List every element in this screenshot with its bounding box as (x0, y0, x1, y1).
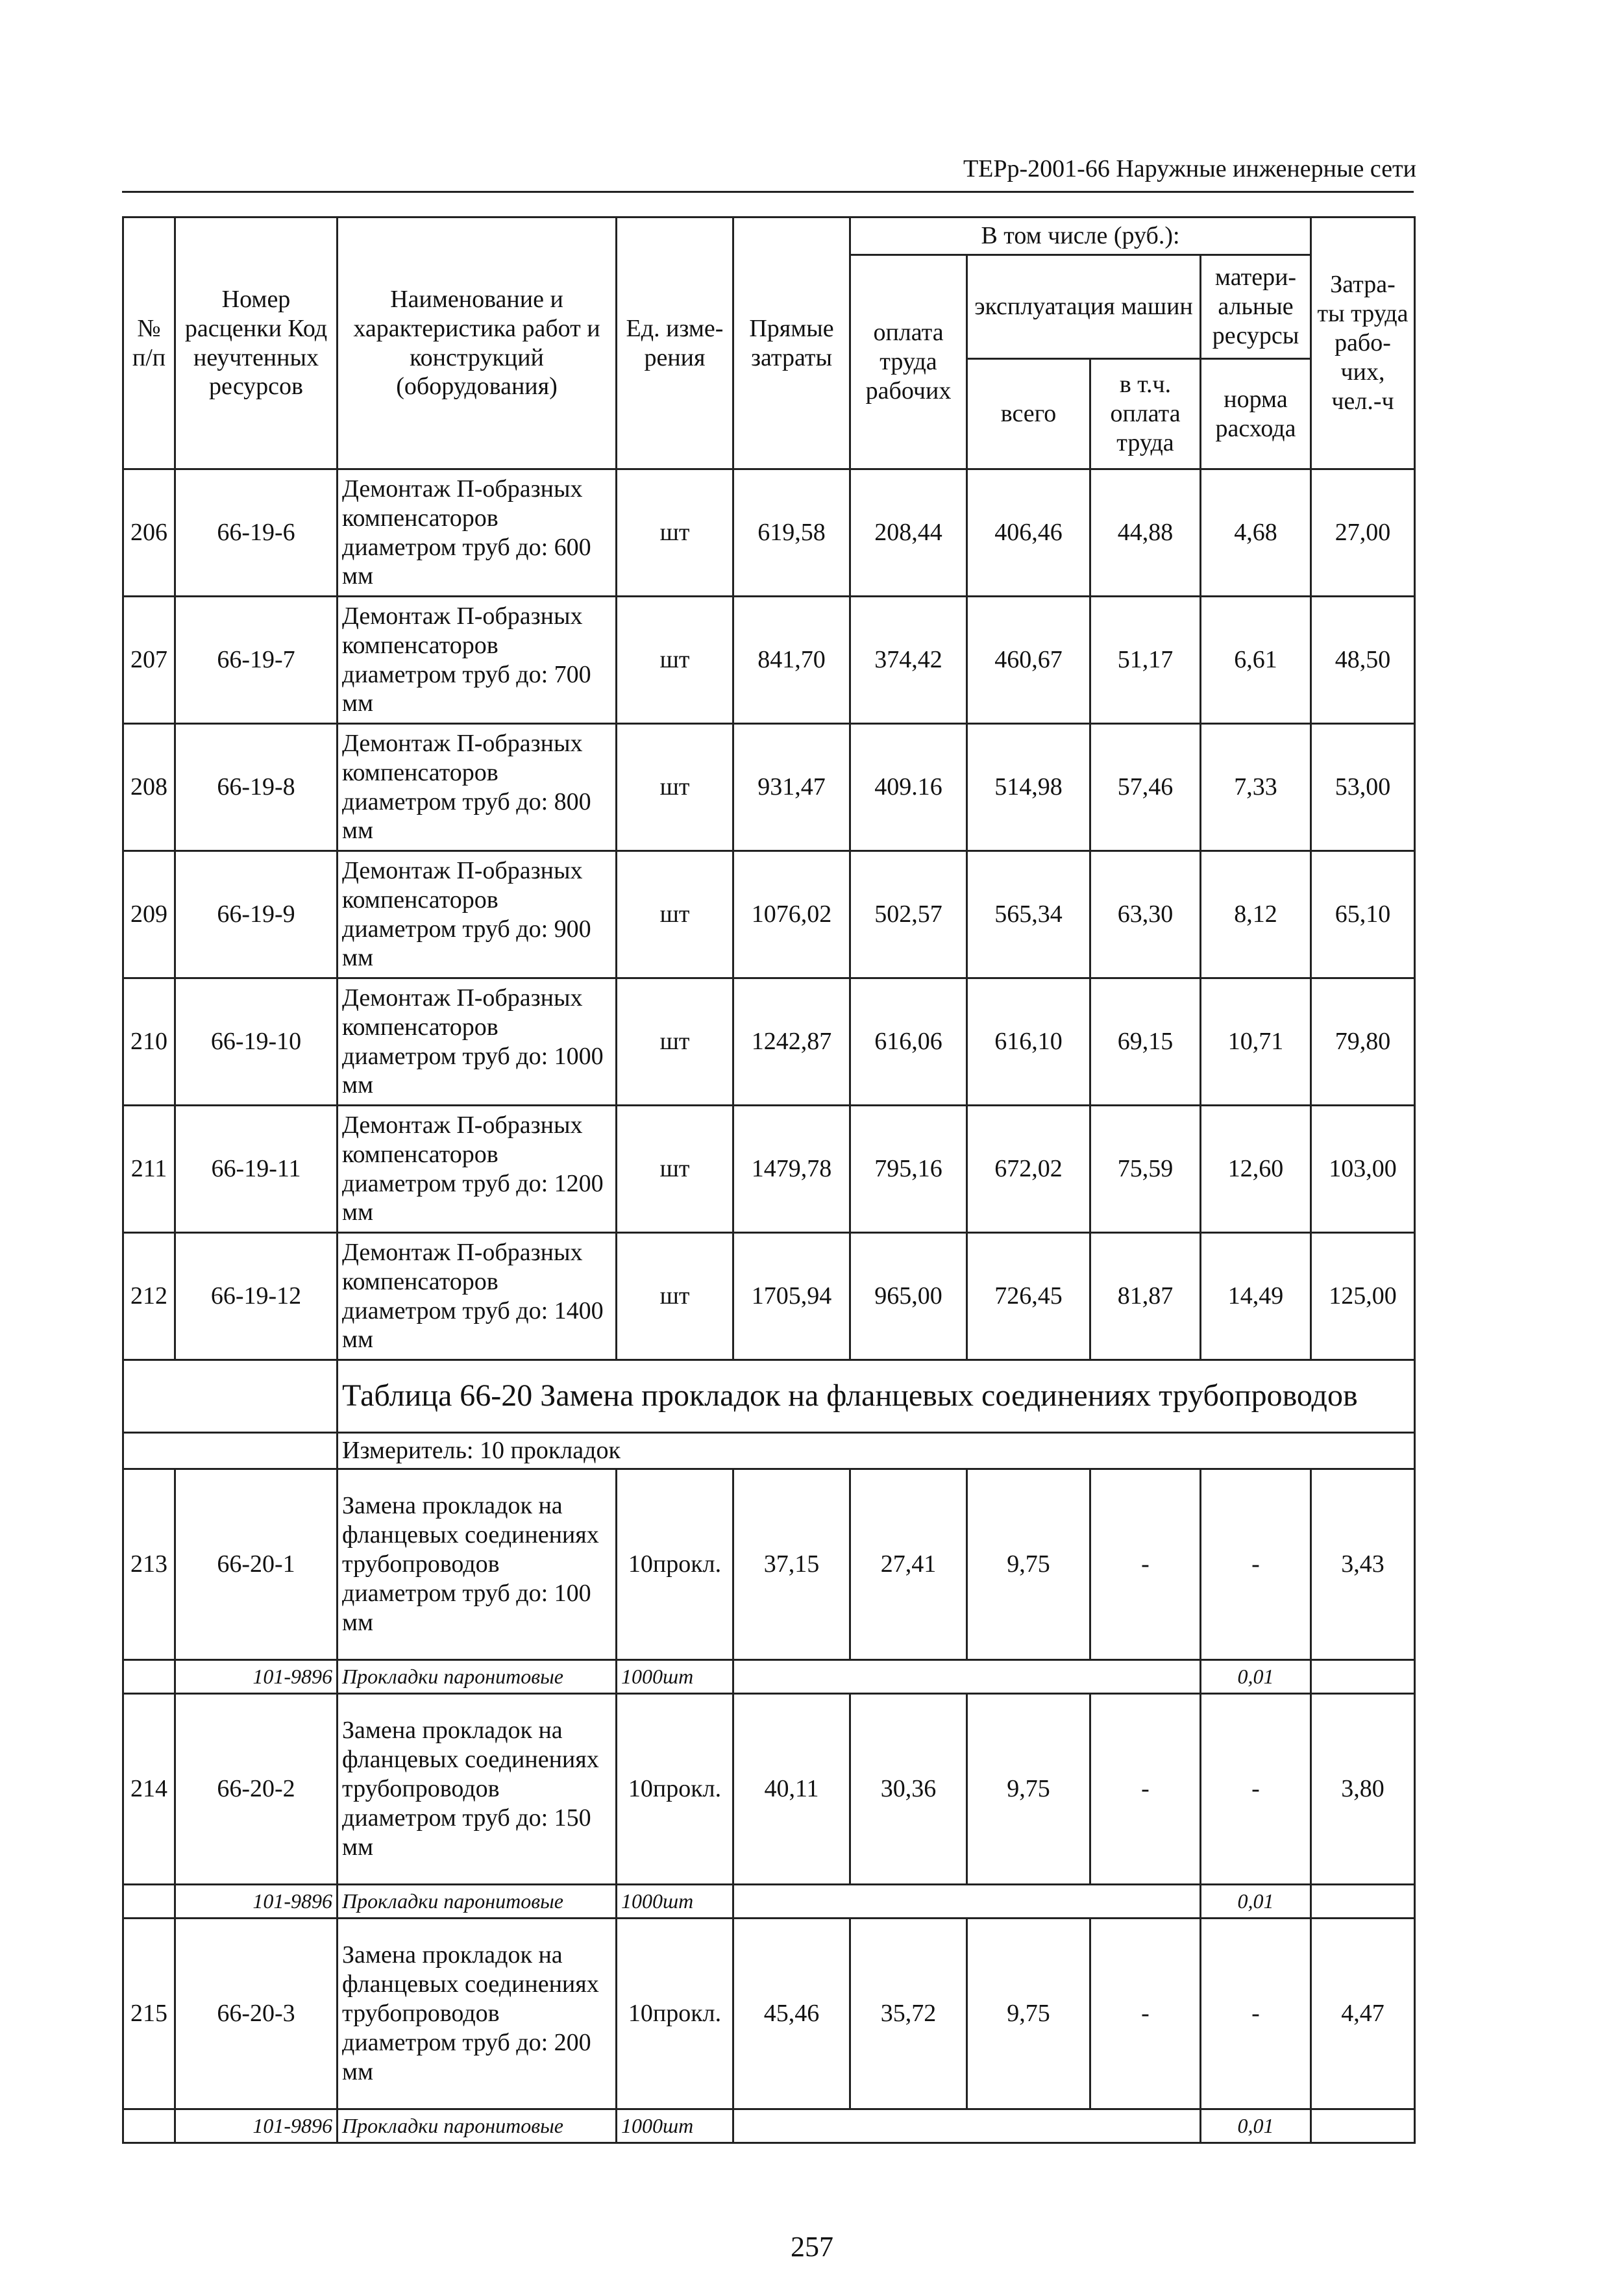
row-code: 66-19-10 (175, 978, 338, 1106)
resource-row (123, 1885, 1415, 1919)
resource-row (123, 2109, 1415, 2143)
table-row (123, 1233, 1415, 1360)
row-direct-cost: 1242,87 (733, 978, 850, 1106)
table-row (123, 597, 1415, 724)
row-machines-total: 565,34 (967, 851, 1090, 978)
col-pay-header: оплата труда рабочих (850, 255, 967, 469)
col-num-header: № п/п (123, 217, 175, 469)
resource-hours-empty (1311, 2109, 1415, 2143)
row-machines-pay: 81,87 (1090, 1233, 1201, 1360)
row-unit: 10прокл. (617, 1694, 733, 1885)
row-labor-pay: 374,42 (850, 597, 967, 724)
resource-spacer (123, 1885, 175, 1919)
row-direct-cost: 45,46 (733, 1919, 850, 2109)
header-rule (122, 191, 1414, 193)
row-direct-cost: 841,70 (733, 597, 850, 724)
row-labor-hours: 79,80 (1311, 978, 1415, 1106)
row-code: 66-19-7 (175, 597, 338, 724)
table-row (123, 469, 1415, 597)
row-number: 214 (123, 1694, 175, 1885)
row-materials: 4,68 (1201, 469, 1311, 597)
resource-code: 101-9896 (175, 1660, 338, 1694)
resource-hours-empty (1311, 1885, 1415, 1919)
row-materials: - (1201, 1469, 1311, 1660)
resource-unit: 1000шт (617, 1660, 733, 1694)
resource-name: Прокладки паронитовые (338, 1885, 617, 1919)
row-number: 211 (123, 1106, 175, 1233)
meter-spacer (123, 1433, 338, 1469)
row-code: 66-19-12 (175, 1233, 338, 1360)
row-name: Замена прокладок на фланцевых соединениях трубопроводов диаметром труб до: 100 мм (338, 1469, 617, 1660)
row-unit: шт (617, 469, 733, 597)
resource-code: 101-9896 (175, 1885, 338, 1919)
resource-gap (733, 2109, 1201, 2143)
row-machines-total: 616,10 (967, 978, 1090, 1106)
row-unit: шт (617, 978, 733, 1106)
row-number: 213 (123, 1469, 175, 1660)
row-number: 212 (123, 1233, 175, 1360)
row-labor-hours: 53,00 (1311, 724, 1415, 851)
row-name: Демонтаж П-образных компенсаторов диаметром труб до: 1400 мм (338, 1233, 617, 1360)
row-number: 207 (123, 597, 175, 724)
row-name: Демонтаж П-образных компенсаторов диаметром труб до: 1000 мм (338, 978, 617, 1106)
row-name: Демонтаж П-образных компенсаторов диаметром труб до: 800 мм (338, 724, 617, 851)
row-labor-pay: 502,57 (850, 851, 967, 978)
row-labor-hours: 65,10 (1311, 851, 1415, 978)
row-code: 66-20-1 (175, 1469, 338, 1660)
row-name: Демонтаж П-образных компенсаторов диаметром труб до: 600 мм (338, 469, 617, 597)
row-number: 206 (123, 469, 175, 597)
resource-norm: 0,01 (1201, 1885, 1311, 1919)
col-group-header: В том числе (руб.): (850, 217, 1311, 255)
resource-name: Прокладки паронитовые (338, 1660, 617, 1694)
col-machines-total-header: всего (967, 359, 1090, 469)
row-materials: 10,71 (1201, 978, 1311, 1106)
row-machines-pay: 69,15 (1090, 978, 1201, 1106)
resource-gap (733, 1885, 1201, 1919)
row-labor-hours: 3,43 (1311, 1469, 1415, 1660)
row-labor-hours: 3,80 (1311, 1694, 1415, 1885)
row-direct-cost: 1076,02 (733, 851, 850, 978)
price-table (122, 216, 1416, 2144)
row-labor-hours: 48,50 (1311, 597, 1415, 724)
col-unit-header: Ед. изме- рения (617, 217, 733, 469)
row-unit: шт (617, 724, 733, 851)
row-machines-pay: 44,88 (1090, 469, 1201, 597)
row-name: Демонтаж П-образных компенсаторов диаметром труб до: 700 мм (338, 597, 617, 724)
row-direct-cost: 931,47 (733, 724, 850, 851)
row-direct-cost: 1479,78 (733, 1106, 850, 1233)
row-direct-cost: 37,15 (733, 1469, 850, 1660)
resource-name: Прокладки паронитовые (338, 2109, 617, 2143)
row-code: 66-20-2 (175, 1694, 338, 1885)
row-machines-pay: 75,59 (1090, 1106, 1201, 1233)
col-hours-header: Затра- ты труда рабо- чих, чел.-ч (1311, 217, 1415, 469)
resource-unit: 1000шт (617, 1885, 733, 1919)
rows-section-a (123, 469, 1415, 1360)
row-labor-pay: 795,16 (850, 1106, 967, 1233)
row-machines-total: 514,98 (967, 724, 1090, 851)
col-name-header: Наименование и характеристика работ и конструкций (оборудования) (338, 217, 617, 469)
col-machines-pay-header: в т.ч. оплата труда (1090, 359, 1201, 469)
row-machines-total: 460,67 (967, 597, 1090, 724)
row-unit: шт (617, 851, 733, 978)
section-title: Таблица 66-20 Замена прокладок на фланцевых соединениях трубопроводов (338, 1360, 1415, 1433)
row-unit: 10прокл. (617, 1469, 733, 1660)
row-unit: шт (617, 1106, 733, 1233)
row-number: 215 (123, 1919, 175, 2109)
row-unit: шт (617, 597, 733, 724)
row-labor-pay: 208,44 (850, 469, 967, 597)
row-direct-cost: 40,11 (733, 1694, 850, 1885)
row-materials: 6,61 (1201, 597, 1311, 724)
row-labor-pay: 30,36 (850, 1694, 967, 1885)
row-materials: - (1201, 1919, 1311, 2109)
table-row (123, 1469, 1415, 1660)
row-machines-total: 406,46 (967, 469, 1090, 597)
row-direct-cost: 619,58 (733, 469, 850, 597)
resource-unit: 1000шт (617, 2109, 733, 2143)
table-row (123, 851, 1415, 978)
resource-norm: 0,01 (1201, 1660, 1311, 1694)
row-labor-hours: 4,47 (1311, 1919, 1415, 2109)
row-name: Демонтаж П-образных компенсаторов диаметром труб до: 900 мм (338, 851, 617, 978)
row-number: 210 (123, 978, 175, 1106)
row-machines-total: 9,75 (967, 1694, 1090, 1885)
col-direct-header: Прямые затраты (733, 217, 850, 469)
table-row (123, 1919, 1415, 2109)
row-labor-pay: 35,72 (850, 1919, 967, 2109)
table-row (123, 978, 1415, 1106)
col-code-header: Номер расценки Код неучтенных ресурсов (175, 217, 338, 469)
running-header: ТЕРр-2001-66 Наружные инженерные сети (963, 155, 1416, 182)
row-labor-pay: 965,00 (850, 1233, 967, 1360)
resource-spacer (123, 1660, 175, 1694)
row-machines-pay: - (1090, 1469, 1201, 1660)
row-direct-cost: 1705,94 (733, 1233, 850, 1360)
row-machines-total: 672,02 (967, 1106, 1090, 1233)
row-labor-pay: 27,41 (850, 1469, 967, 1660)
table-row (123, 1694, 1415, 1885)
row-machines-pay: - (1090, 1919, 1201, 2109)
row-materials: 14,49 (1201, 1233, 1311, 1360)
row-unit: шт (617, 1233, 733, 1360)
row-unit: 10прокл. (617, 1919, 733, 2109)
resource-code: 101-9896 (175, 2109, 338, 2143)
table-row (123, 724, 1415, 851)
row-machines-pay: 51,17 (1090, 597, 1201, 724)
row-materials: - (1201, 1694, 1311, 1885)
resource-row (123, 1660, 1415, 1694)
section-title-spacer (123, 1360, 338, 1433)
row-number: 209 (123, 851, 175, 978)
row-materials: 7,33 (1201, 724, 1311, 851)
row-code: 66-20-3 (175, 1919, 338, 2109)
table-row (123, 1106, 1415, 1233)
resource-spacer (123, 2109, 175, 2143)
resource-hours-empty (1311, 1660, 1415, 1694)
col-norm-header: норма расхода (1201, 359, 1311, 469)
row-name: Замена прокладок на фланцевых соединениях трубопроводов диаметром труб до: 200 мм (338, 1919, 617, 2109)
table-header (123, 217, 1415, 469)
row-machines-total: 9,75 (967, 1919, 1090, 2109)
resource-gap (733, 1660, 1201, 1694)
row-code: 66-19-8 (175, 724, 338, 851)
row-labor-hours: 125,00 (1311, 1233, 1415, 1360)
row-code: 66-19-11 (175, 1106, 338, 1233)
meter-line: Измеритель: 10 прокладок (338, 1433, 1415, 1469)
col-materials-header: матери- альные ресурсы (1201, 255, 1311, 359)
row-labor-hours: 27,00 (1311, 469, 1415, 597)
col-machines-header: эксплуатация машин (967, 255, 1201, 359)
row-code: 66-19-6 (175, 469, 338, 597)
row-materials: 12,60 (1201, 1106, 1311, 1233)
page-number: 257 (791, 2231, 833, 2263)
resource-norm: 0,01 (1201, 2109, 1311, 2143)
row-machines-total: 726,45 (967, 1233, 1090, 1360)
row-labor-hours: 103,00 (1311, 1106, 1415, 1233)
row-number: 208 (123, 724, 175, 851)
row-name: Демонтаж П-образных компенсаторов диаметром труб до: 1200 мм (338, 1106, 617, 1233)
row-materials: 8,12 (1201, 851, 1311, 978)
row-code: 66-19-9 (175, 851, 338, 978)
row-labor-pay: 409.16 (850, 724, 967, 851)
row-machines-pay: 57,46 (1090, 724, 1201, 851)
row-machines-pay: 63,30 (1090, 851, 1201, 978)
row-machines-pay: - (1090, 1694, 1201, 1885)
row-name: Замена прокладок на фланцевых соединениях трубопроводов диаметром труб до: 150 мм (338, 1694, 617, 1885)
rows-section-b (123, 1469, 1415, 2143)
row-machines-total: 9,75 (967, 1469, 1090, 1660)
section-66-20 (123, 1360, 1415, 1469)
row-labor-pay: 616,06 (850, 978, 967, 1106)
